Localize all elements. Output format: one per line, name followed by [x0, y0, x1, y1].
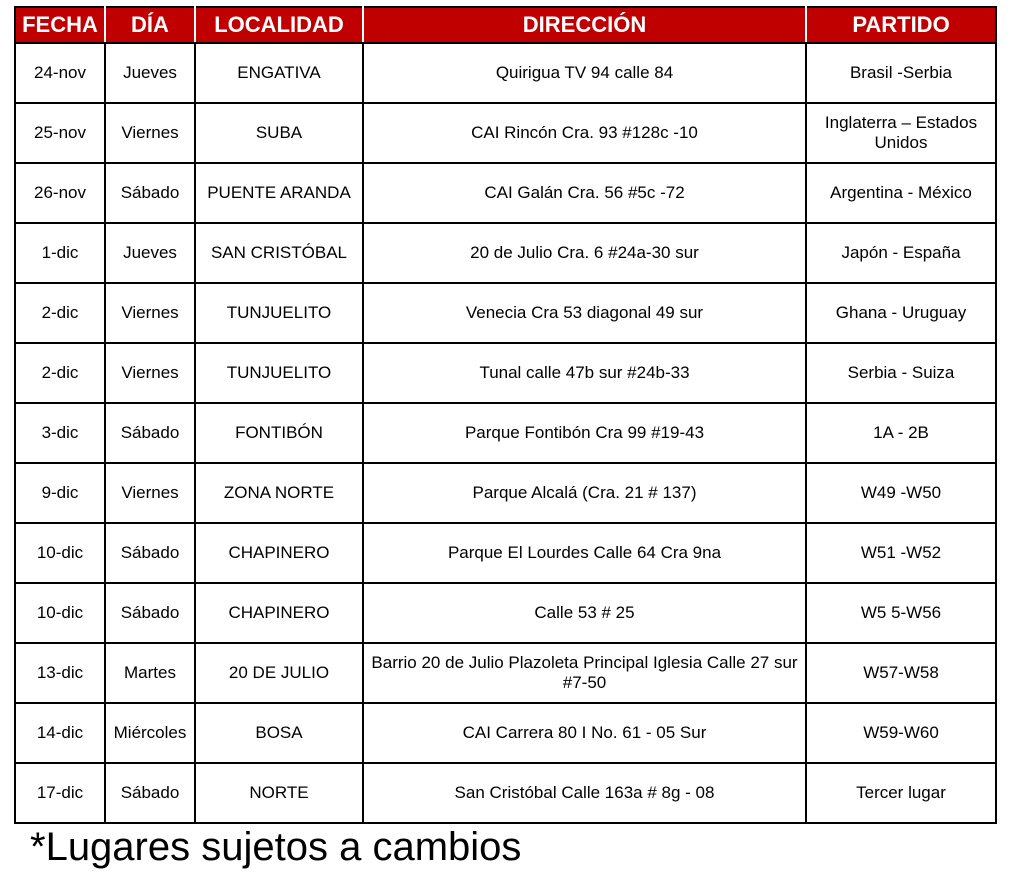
cell-fecha: 25-nov — [15, 103, 105, 163]
cell-localidad: FONTIBÓN — [195, 403, 363, 463]
table-row — [15, 403, 996, 463]
header-dia: DÍA — [105, 7, 195, 43]
cell-partido: W51 -W52 — [806, 523, 996, 583]
cell-dia: Sábado — [105, 163, 195, 223]
cell-partido: Ghana - Uruguay — [806, 283, 996, 343]
cell-fecha: 10-dic — [15, 583, 105, 643]
cell-direccion: Tunal calle 47b sur #24b-33 — [363, 343, 806, 403]
cell-partido: Brasil -Serbia — [806, 43, 996, 103]
cell-partido: Tercer lugar — [806, 763, 996, 823]
table-row — [15, 523, 996, 583]
cell-localidad: 20 DE JULIO — [195, 643, 363, 703]
schedule-table — [14, 6, 997, 824]
header-direccion: DIRECCIÓN — [363, 7, 806, 43]
cell-direccion: Parque Alcalá (Cra. 21 # 137) — [363, 463, 806, 523]
table-row — [15, 223, 996, 283]
cell-direccion: Barrio 20 de Julio Plazoleta Principal Iglesia Calle 27 sur #7-50 — [363, 643, 806, 703]
cell-partido: W57-W58 — [806, 643, 996, 703]
table-row — [15, 463, 996, 523]
cell-direccion: CAI Galán Cra. 56 #5c -72 — [363, 163, 806, 223]
cell-fecha: 9-dic — [15, 463, 105, 523]
cell-localidad: ENGATIVA — [195, 43, 363, 103]
cell-localidad: NORTE — [195, 763, 363, 823]
cell-fecha: 10-dic — [15, 523, 105, 583]
cell-fecha: 13-dic — [15, 643, 105, 703]
cell-direccion: CAI Rincón Cra. 93 #128c -10 — [363, 103, 806, 163]
cell-dia: Jueves — [105, 223, 195, 283]
cell-direccion: 20 de Julio Cra. 6 #24a-30 sur — [363, 223, 806, 283]
header-localidad: LOCALIDAD — [195, 7, 363, 43]
cell-direccion: Quirigua TV 94 calle 84 — [363, 43, 806, 103]
cell-fecha: 2-dic — [15, 283, 105, 343]
cell-partido: Japón - España — [806, 223, 996, 283]
cell-direccion: Calle 53 # 25 — [363, 583, 806, 643]
cell-localidad: BOSA — [195, 703, 363, 763]
cell-direccion: Parque El Lourdes Calle 64 Cra 9na — [363, 523, 806, 583]
cell-localidad: CHAPINERO — [195, 583, 363, 643]
header-partido: PARTIDO — [806, 7, 996, 43]
cell-dia: Viernes — [105, 343, 195, 403]
table-row — [15, 703, 996, 763]
table-row — [15, 283, 996, 343]
table-row — [15, 103, 996, 163]
cell-dia: Sábado — [105, 523, 195, 583]
cell-localidad: TUNJUELITO — [195, 283, 363, 343]
table-row — [15, 43, 996, 103]
schedule-sheet — [14, 6, 995, 824]
cell-partido: Argentina - México — [806, 163, 996, 223]
cell-partido: W49 -W50 — [806, 463, 996, 523]
cell-fecha: 24-nov — [15, 43, 105, 103]
cell-dia: Sábado — [105, 583, 195, 643]
cell-fecha: 3-dic — [15, 403, 105, 463]
cell-direccion: Venecia Cra 53 diagonal 49 sur — [363, 283, 806, 343]
cell-dia: Viernes — [105, 103, 195, 163]
cell-partido: W59-W60 — [806, 703, 996, 763]
cell-localidad: SAN CRISTÓBAL — [195, 223, 363, 283]
header-fecha: FECHA — [15, 7, 105, 43]
cell-direccion: Parque Fontibón Cra 99 #19-43 — [363, 403, 806, 463]
table-row — [15, 763, 996, 823]
cell-localidad: SUBA — [195, 103, 363, 163]
cell-fecha: 1-dic — [15, 223, 105, 283]
cell-localidad: TUNJUELITO — [195, 343, 363, 403]
cell-fecha: 2-dic — [15, 343, 105, 403]
cell-dia: Jueves — [105, 43, 195, 103]
footnote: *Lugares sujetos a cambios — [30, 825, 522, 869]
cell-partido: Serbia - Suiza — [806, 343, 996, 403]
cell-fecha: 26-nov — [15, 163, 105, 223]
cell-dia: Sábado — [105, 763, 195, 823]
cell-localidad: ZONA NORTE — [195, 463, 363, 523]
table-body — [15, 43, 996, 823]
cell-fecha: 17-dic — [15, 763, 105, 823]
cell-localidad: PUENTE ARANDA — [195, 163, 363, 223]
table-row — [15, 583, 996, 643]
cell-partido: W5 5-W56 — [806, 583, 996, 643]
cell-direccion: San Cristóbal Calle 163a # 8g - 08 — [363, 763, 806, 823]
cell-dia: Viernes — [105, 463, 195, 523]
table-row — [15, 163, 996, 223]
cell-dia: Martes — [105, 643, 195, 703]
table-row — [15, 343, 996, 403]
cell-partido: Inglaterra – Estados Unidos — [806, 103, 996, 163]
cell-dia: Sábado — [105, 403, 195, 463]
cell-dia: Viernes — [105, 283, 195, 343]
cell-localidad: CHAPINERO — [195, 523, 363, 583]
table-header-row — [15, 7, 996, 43]
cell-direccion: CAI Carrera 80 I No. 61 - 05 Sur — [363, 703, 806, 763]
table-row — [15, 643, 996, 703]
cell-dia: Miércoles — [105, 703, 195, 763]
cell-fecha: 14-dic — [15, 703, 105, 763]
cell-partido: 1A - 2B — [806, 403, 996, 463]
